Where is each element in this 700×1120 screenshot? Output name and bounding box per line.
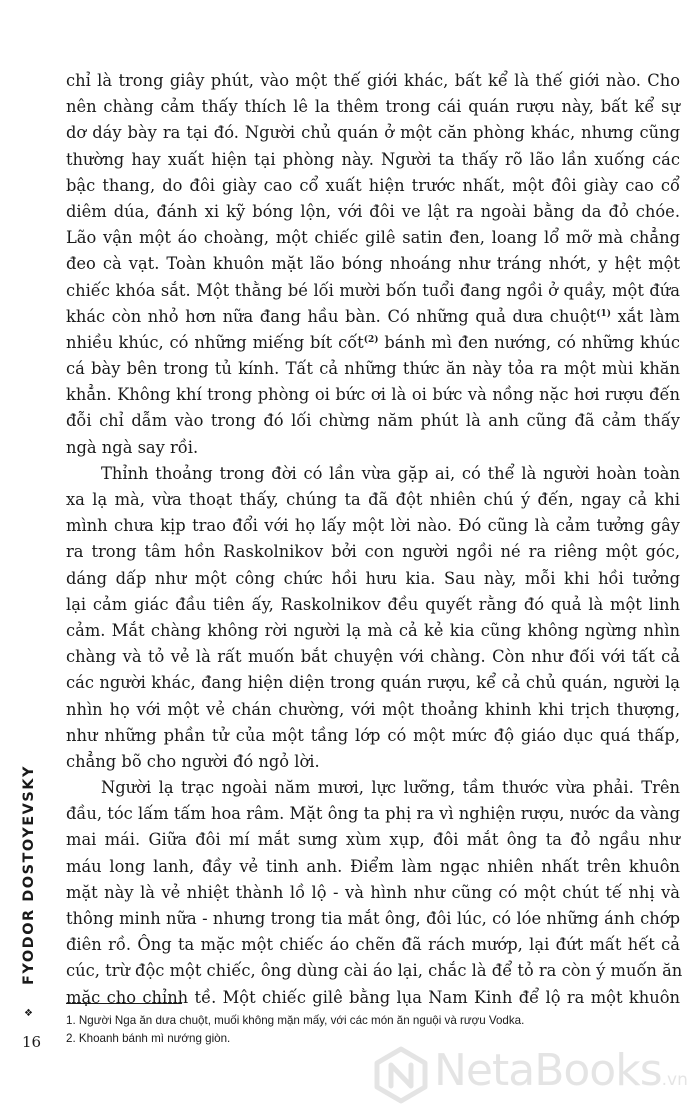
- text-line: nhìn họ với một vẻ chán chường, với một thoảng khinh khi trịch thượng,: [66, 699, 680, 719]
- text-segment: xắt làm: [610, 306, 680, 326]
- text-line: khẳn. Không khí trong phòng oi bức ơi là oi bức và nồng nặc hơi rượu đến: [66, 385, 680, 405]
- text-line: cá bày bên trong tủ kính. Tất cả những thức ăn này tỏa ra một mùi khăn: [66, 359, 680, 379]
- text-segment: bánh mì đen nướng, có những khúc: [378, 332, 681, 352]
- paragraph-start-line: Người lạ trạc ngoài năm mươi, lực lưỡng, tầm thước vừa phải. Trên: [101, 778, 680, 798]
- side-author-label: [18, 760, 40, 990]
- text-line: dơ dáy bày ra tại đó. Người chủ quán ở một căn phòng khác, nhưng cũng: [66, 123, 680, 143]
- text-line: các người khác, đang hiện diện trong quán rượu, kể cả chủ quán, người lạ: [66, 673, 680, 693]
- footnote-ref-2[interactable]: (2): [363, 334, 379, 345]
- text-line: đầu, tóc lấm tấm hoa râm. Mặt ông ta phị ra vì nghiện rượu, nước da vàng: [66, 804, 680, 824]
- footnote-ref-1[interactable]: (1): [596, 308, 611, 319]
- netabooks-watermark: [372, 1046, 690, 1104]
- text-line: chàng và tỏ vẻ là rất muốn bắt chuyện với chàng. Còn như đối với tất cả: [66, 647, 680, 667]
- text-line: điên rồ. Ông ta mặc một chiếc áo chẽn đã rách mướp, lại đứt mất hết cả: [66, 935, 680, 955]
- watermark-suffix: .vn: [661, 1069, 688, 1090]
- footnote-2: 2. Khoanh bánh mì nướng giòn.: [66, 1032, 231, 1045]
- diamond-icon: ❖: [24, 1008, 33, 1019]
- text-line: lại cảm giác đầu tiên ấy, Raskolnikov đều quyết rằng đó quả là một linh: [66, 594, 680, 614]
- netabooks-logo-icon: [372, 1046, 430, 1104]
- text-line: như những phần tử của một tầng lớp có một mức độ giáo dục quá thấp,: [66, 725, 680, 745]
- body-text: [66, 68, 683, 1011]
- page-number: 16: [22, 1033, 42, 1051]
- author-name: FYODOR DOSTOYEVSKY: [21, 764, 38, 986]
- text-line: thông minh nữa - nhưng trong tia mắt ông, đôi lúc, có lóe những ánh chớp: [66, 909, 680, 928]
- text-line: xa lạ mà, vừa thoạt thấy, chúng ta đã đột nhiên chú ý đến, ngay cả khi: [66, 490, 680, 509]
- text-line: mai mái. Giữa đôi mí mắt sưng xùm xụp, đôi mắt ông ta đỏ ngầu như: [66, 830, 680, 850]
- watermark-text: NetaBooks.vn: [434, 1044, 688, 1096]
- text-line: thường hay xuất hiện tại phòng này. Người ta thấy rõ lão lần xuống các: [66, 149, 680, 169]
- text-segment: khác còn nhỏ hơn nữa đang hầu bàn. Có những quả dưa chuột: [66, 306, 597, 326]
- text-line: máu long lanh, đầy vẻ tinh anh. Điểm làm ngạc nhiên nhất trên khuôn: [66, 856, 680, 876]
- text-line-with-footnote-1: [66, 304, 680, 330]
- paragraph-start-line: Thỉnh thoảng trong đời có lần vừa gặp ai, có thể là người hoàn toàn: [101, 463, 680, 483]
- text-segment: nhiều khúc, có những miếng bít cốt: [66, 332, 364, 352]
- text-line: bậc thang, do đôi giày cao cổ xuất hiện trước nhất, một đôi giày cao cổ: [66, 175, 680, 195]
- text-line: đeo cà vạt. Toàn khuôn mặt lão bóng nhoáng như tráng nhớt, y hệt một: [66, 254, 680, 274]
- text-line: ngà ngà say rồi.: [66, 437, 199, 457]
- text-line: cúc, trừ độc một chiếc, ông dùng cài áo lại, chắc là để tỏ ra còn ý muốn ăn: [66, 961, 683, 981]
- text-line: dáng dấp như một công chức hồi hưu kia. Sau này, mỗi khi hồi tưởng: [66, 568, 680, 588]
- text-line: mình chưa kịp trao đổi với họ lấy một lời nào. Đó cũng là cảm tưởng gây: [66, 516, 680, 536]
- text-line-with-footnote-2: [66, 330, 680, 356]
- text-line: mặt này là vẻ nhiệt thành lồ lộ - và hình như cũng có một chút tế nhị và: [66, 882, 680, 902]
- text-line: mặc cho chỉnh tề. Một chiếc gilê bằng lụa Nam Kinh để lộ ra một khuôn: [66, 987, 680, 1007]
- text-line: diêm dúa, đánh xi kỹ bóng lộn, với đôi ve lật ra ngoài bằng da đỏ chóe.: [66, 201, 680, 221]
- text-line: chỉ là trong giây phút, vào một thế giới khác, bất kể là thế giới nào. Cho: [66, 71, 680, 90]
- text-line: nên chàng cảm thấy thích lê la thêm trong cái quán rượu này, bất kể sự: [66, 97, 680, 117]
- footnote-divider: [66, 1003, 182, 1004]
- text-line: cảm. Mắt chàng không rời người lạ mà cả kẻ kia cũng không ngừng nhìn: [66, 620, 680, 640]
- text-line: ra trong tâm hồn Raskolnikov bởi con người ngồi né ra riêng một góc,: [66, 542, 680, 562]
- footnote-1: 1. Người Nga ăn dưa chuột, muối không mặn mấy, với các món ăn nguội và rượu Vodka.: [66, 1014, 525, 1027]
- text-line: Lão vận một áo choàng, một chiếc gilê satin đen, loang lổ mỡ mà chẳng: [66, 228, 680, 248]
- text-line: chiếc khóa sắt. Một thằng bé lối mười bốn tuổi đang ngồi ở quầy, một đứa: [66, 280, 680, 300]
- text-line: chẳng bõ cho người đó ngỏ lời.: [66, 751, 320, 771]
- text-line: đỗi chỉ dẫm vào trong đó lối chừng năm phút là anh cũng đã cảm thấy: [66, 411, 680, 431]
